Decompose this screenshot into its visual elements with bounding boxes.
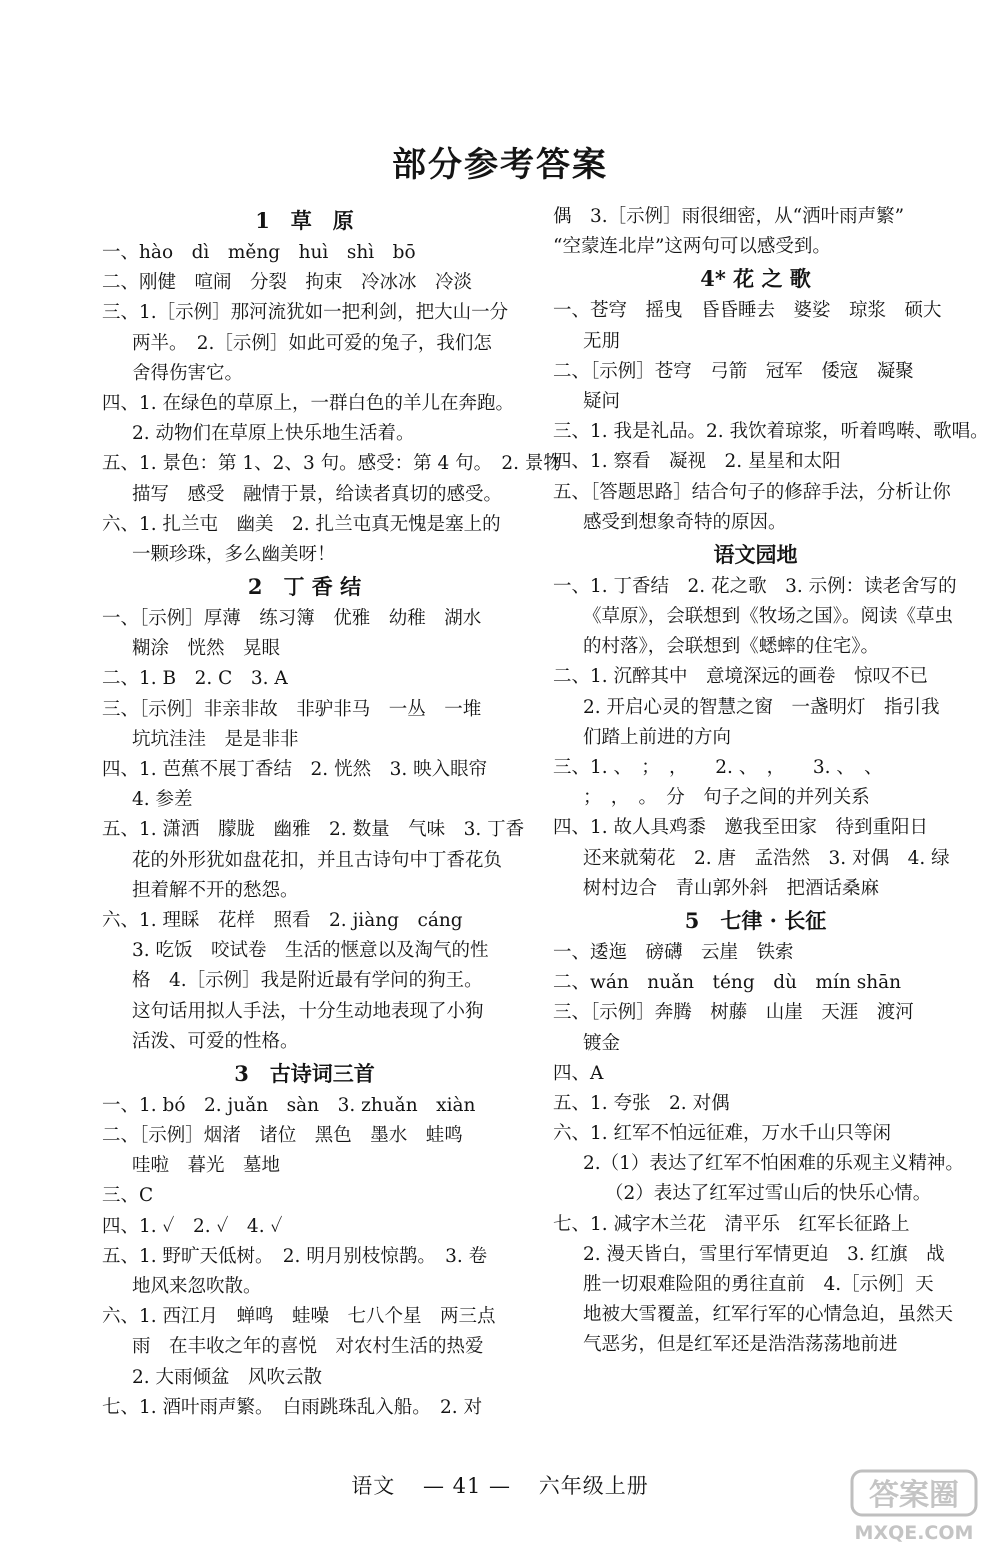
answer-line: 二、wán nuǎn téng dù mín shān (553, 972, 902, 994)
answer-line: 四、1. 故人具鸡黍 邀我至田家 待到重阳日 (553, 817, 929, 839)
answer-line: 五、1. 潇洒 朦胧 幽雅 2. 数量 气味 3. 丁香 (102, 819, 525, 841)
answer-line: 4. 参差 (132, 789, 193, 811)
answer-line: 六、1. 红军不怕远征难，万水千山只等闲 (553, 1123, 892, 1145)
answer-line: 一、逶迤 磅礴 云崖 铁索 (553, 941, 794, 963)
answer-line: 六、1. 扎兰屯 幽美 2. 扎兰屯真无愧是塞上的 (102, 513, 501, 535)
answer-line: ； ， 。 分 句子之间的并列关系 (583, 787, 870, 809)
answer-line: 七、1. 酒叶雨声繁。 白雨跳珠乱入船。 2. 对 (102, 1396, 483, 1418)
answer-line: 一、hào dì měng huì shì bō (102, 242, 416, 263)
answer-line: 二、［示例］苍穹 弓箭 冠军 倭寇 凝聚 (553, 360, 914, 382)
watermark-top-text: 答案圈 (869, 1478, 959, 1513)
answer-line: 格 4.［示例］我是附近最有学问的狗王。 (132, 970, 483, 992)
footer-page-number: — 41 — (422, 1474, 512, 1498)
answer-line: 五、1. 夸张 2. 对偶 (553, 1092, 730, 1114)
answer-line: 二、1. B 2. C 3. A (102, 668, 288, 690)
answer-line: 二、1. 沉醉其中 意境深远的画卷 惊叹不已 (553, 666, 929, 688)
answer-line: 一、1. 丁香结 2. 花之歌 3. 示例：读老舍写的 (553, 575, 957, 597)
answer-line: 四、1. 察看 凝视 2. 星星和太阳 (553, 451, 841, 473)
answer-line: 两半。 2.［示例］如此可爱的兔子，我们怎 (132, 332, 492, 354)
answer-line: 三、C (102, 1185, 154, 1207)
answer-line: 哇啦 暮光 墓地 (132, 1155, 281, 1177)
answer-line: 地被大雪覆盖，红军行军的心情急迫，虽然天 (583, 1304, 954, 1326)
answer-line: 气恶劣，但是红军还是浩浩荡荡地前进 (583, 1334, 898, 1356)
answer-line: 一、苍穹 摇曳 昏昏睡去 婆娑 琼浆 硕大 (553, 300, 942, 322)
answer-line: 担着解不开的愁怨。 (132, 879, 299, 901)
right-column (553, 202, 989, 1361)
answer-line: 舍得伤害它。 (132, 362, 244, 384)
answer-line: 六、1. 理睬 花样 照看 2. jiàng cáng (102, 909, 463, 931)
answer-line: 树村边合 青山郭外斜 把酒话桑麻 (583, 877, 880, 899)
answer-line: 一、1. bó 2. juǎn sàn 3. zhuǎn xiàn (102, 1094, 476, 1116)
answer-line: 疑问 (583, 390, 621, 412)
answer-line: 描写 感受 融情于景，给读者真切的感受。 (132, 483, 503, 505)
answer-line: 镀金 (583, 1032, 621, 1054)
answer-line: 一、［示例］厚薄 练习簿 优雅 幼稚 湖水 (102, 608, 482, 630)
lesson-heading: 1 草 原 (255, 208, 354, 233)
answer-line: 三、1. 我是礼品。2. 我饮着琼浆，听着鸣啭、歌唱。 (553, 421, 989, 443)
answer-line: 四、1. 在绿色的草原上，一群白色的羊儿在奔跑。 (102, 392, 515, 414)
answer-line: 三、1. 、 ； ， 2. 、 ， 3. 、 、 (553, 757, 883, 778)
answer-line: 四、1. 芭蕉不展丁香结 2. 恍然 3. 映入眼帘 (102, 759, 488, 780)
answer-line: 一颗珍珠，多么幽美呀！ (132, 543, 336, 565)
answer-line: 四、A (553, 1062, 604, 1084)
answer-line: 还来就菊花 2. 唐 孟浩然 3. 对偶 4. 绿 (583, 847, 950, 869)
left-column (102, 204, 562, 1423)
answer-line: “空蒙连北岸”这两句可以感受到。 (553, 236, 831, 258)
answer-line: 无朋 (583, 330, 621, 352)
answer-line: 2. 开启心灵的智慧之窗 一盏明灯 指引我 (583, 696, 940, 718)
answer-line: 《草原》，会联想到《牧场之国》。阅读《草虫 (583, 606, 954, 628)
watermark-bottom-text: MXQE.COM (854, 1522, 974, 1544)
answer-line: 的村落》，会联想到《蟋蟀的住宅》。 (583, 636, 880, 658)
answer-line: 糊涂 恍然 晃眼 (132, 638, 281, 660)
answer-line: 雨 在丰收之年的喜悦 对农村生活的热爱 (132, 1336, 484, 1358)
lesson-heading: 3 古诗词三首 (234, 1060, 375, 1086)
footer-subject: 语文 (351, 1474, 396, 1498)
lesson-heading: 4* 花 之 歌 (700, 266, 811, 292)
answer-line: 活泼、可爱的性格。 (132, 1030, 299, 1052)
answer-line: 五、［答题思路］结合句子的修辞手法，分析让你 (553, 481, 951, 503)
lesson-heading: 5 七律 · 长征 (684, 907, 827, 933)
answer-line: 2. 动物们在草原上快乐地生活着。 (132, 423, 415, 445)
answer-line: 感受到想象奇特的原因。 (583, 511, 787, 533)
watermark-logo (848, 1467, 980, 1547)
answer-line: 五、1. 野旷天低树。 2. 明月别枝惊鹊。 3. 卷 (102, 1245, 488, 1267)
answer-line: （2）表达了红军过雪山后的快乐心情。 (605, 1183, 932, 1205)
answer-line: 三、［示例］奔腾 树藤 山崖 天涯 渡河 (553, 1002, 914, 1024)
answer-line: 二、［示例］烟渚 诸位 黑色 墨水 蛙鸣 (102, 1125, 463, 1147)
answer-line: 偶 3.［示例］雨很细密，从“洒叶雨声繁” (553, 206, 905, 227)
answer-line: 六、1. 西江月 蝉鸣 蛙噪 七八个星 两三点 (102, 1306, 496, 1328)
answer-line: 坑坑洼洼 是是非非 (132, 728, 299, 750)
answer-line: 花的外形犹如盘花扣，并且古诗句中丁香花负 (132, 849, 503, 871)
answer-line: 三、［示例］非亲非故 非驴非马 一丛 一堆 (102, 698, 482, 720)
answer-line: 七、1. 减字木兰花 清平乐 红军长征路上 (553, 1213, 910, 1235)
answer-line: 胜一切艰难险阻的勇往直前 4.［示例］天 (583, 1274, 934, 1295)
answer-line: 四、1. ✓ 2. ✓ 4. ✓ (102, 1215, 283, 1237)
answer-line: 这句话用拟人手法，十分生动地表现了小狗 (132, 1000, 484, 1022)
page-title: 部分参考答案 (392, 145, 608, 185)
answer-line: 们踏上前进的方向 (583, 726, 732, 748)
answer-line: 3. 吃饭 咬试卷 生活的惬意以及淘气的性 (132, 940, 489, 962)
answer-line: 地风来忽吹散。 (132, 1276, 262, 1297)
answer-line: 五、1. 景色：第 1、2、3 句。感受：第 4 句。 2. 景物 (102, 453, 562, 475)
answer-line: 三、1.［示例］那河流犹如一把利剑，把大山一分 (102, 302, 509, 324)
lesson-heading: 语文园地 (713, 541, 798, 567)
answer-line: 2.（1）表达了红军不怕困难的乐观主义精神。 (583, 1153, 964, 1175)
answer-line: 2. 大雨倾盆 风吹云散 (132, 1366, 323, 1388)
footer-grade: 六年级上册 (538, 1474, 649, 1498)
lesson-heading: 2 丁 香 结 (247, 574, 362, 600)
answer-line: 2. 漫天皆白，雪里行军情更迫 3. 红旗 战 (583, 1243, 945, 1265)
answer-line: 二、刚健 喧闹 分裂 拘束 冷冰冰 冷淡 (102, 272, 473, 294)
